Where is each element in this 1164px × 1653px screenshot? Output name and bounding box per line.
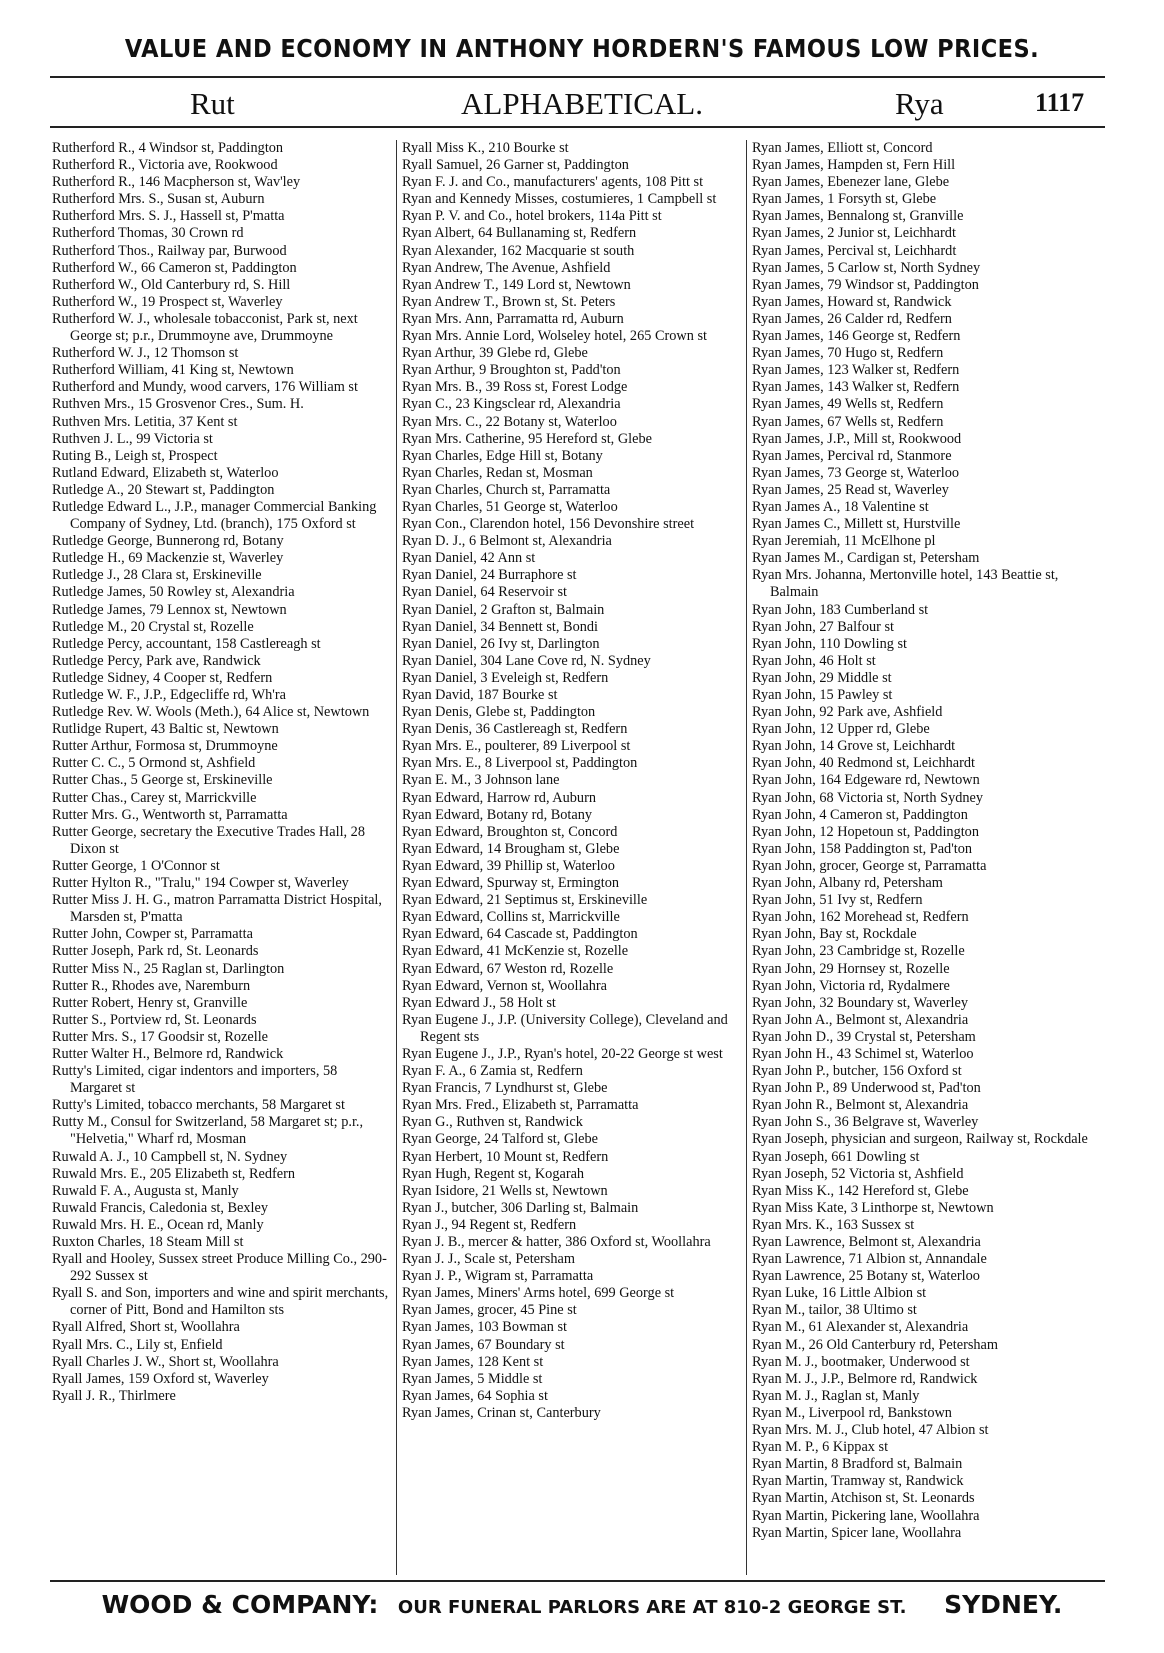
directory-entry: Ryan John, Bay st, Rockdale [752,926,917,943]
directory-entry: Ryan Denis, 36 Castlereagh st, Redfern [402,721,628,738]
directory-entry: Ryan C., 23 Kingsclear rd, Alexandria [402,396,621,413]
directory-entry: Rutherford Mrs. S. J., Hassell st, P'matta [52,208,285,225]
directory-entry: Ryan James, 67 Wells st, Redfern [752,413,944,430]
directory-entry: Ryan John P., butcher, 156 Oxford st [752,1063,962,1080]
directory-entry: Ryan M., 61 Alexander st, Alexandria [752,1319,969,1336]
column-divider [396,140,397,1575]
directory-entry: Ryan John, Victoria rd, Rydalmere [752,977,950,994]
directory-entry: Rutledge Percy, accountant, 158 Castlereagh st [52,635,321,652]
directory-entry: Ryan M. J., bootmaker, Underwood st [752,1353,970,1370]
directory-entry: Ryan Edward, Botany rd, Botany [402,806,593,823]
directory-entry: Ryan Edward, Harrow rd, Auburn [402,789,596,806]
directory-entry: Ryan D. J., 6 Belmont st, Alexandria [402,533,612,550]
directory-entry: Ryan J. P., Wigram st, Parramatta [402,1268,594,1285]
directory-entry: Ryan Joseph, 52 Victoria st, Ashfield [752,1165,964,1182]
directory-entry: Ryan Edward J., 58 Holt st [402,994,556,1011]
directory-entry: Ryan M. J., J.P., Belmore rd, Randwick [752,1370,978,1387]
directory-entry: Ryan James, Elliott st, Concord [752,140,933,156]
directory-entry: Ryan Joseph, physician and surgeon, Railway st, Rockdale [752,1131,1088,1148]
directory-entry: Rutter Chas., Carey st, Marrickville [52,789,257,806]
directory-entry: Ryan Martin, Spicer lane, Woollahra [752,1524,962,1541]
directory-entry: Ryan Eugene J., J.P. (University College), Cleveland and Regent sts [402,1011,728,1045]
directory-entry: Rutty's Limited, tobacco merchants, 58 Margaret st [52,1097,345,1114]
directory-entry: Rutledge Sidney, 4 Cooper st, Redfern [52,669,273,686]
directory-entry: Rutherford W. J., wholesale tobacconist, Park st, next George st; p.r., Drummoyne ave, Drummoyne [52,310,358,345]
directory-entry: Ryan Jeremiah, 11 McElhone pl [752,533,936,550]
directory-entry: Ryan James, 64 Sophia st [402,1387,548,1404]
directory-entry: Rutherford R., 146 Macpherson st, Wav'ley [52,174,301,191]
directory-entry: Ryan John, Albany rd, Petersham [752,875,943,892]
directory-entry: Ryan J., butcher, 306 Darling st, Balmain [402,1199,639,1216]
directory-entry: Ryan Charles, 51 George st, Waterloo [402,498,618,515]
directory-entry: Rutter Walter H., Belmore rd, Randwick [52,1045,284,1062]
directory-entry: Ryan Andrew, The Avenue, Ashfield [402,259,611,276]
banner-rule [50,76,1105,78]
directory-entry: Rutledge Percy, Park ave, Randwick [52,652,261,669]
directory-entry: Ryan Edward, Vernon st, Woollahra [402,977,608,994]
directory-entry: Ryan John, 15 Pawley st [752,687,893,703]
directory-entry: Ryan P. V. and Co., hotel brokers, 114a Pitt st [402,208,662,225]
directory-entry: Ryall Mrs. C., Lily st, Enfield [52,1336,223,1353]
directory-entry: Ryan James, 79 Windsor st, Paddington [752,276,979,293]
directory-entry: Ryan Daniel, 24 Burraphore st [402,567,577,584]
directory-entry: Ryall Alfred, Short st, Woollahra [52,1319,240,1336]
directory-entry: Ryan James, 2 Junior st, Leichhardt [752,225,956,242]
directory-entry: Ryan G., Ruthven st, Randwick [402,1114,583,1131]
directory-entry: Rutledge M., 20 Crystal st, Rozelle [52,618,254,635]
directory-entry: Ryan John P., 89 Underwood st, Pad'ton [752,1080,981,1097]
directory-entry: Ryan Mrs. Fred., Elizabeth st, Parramatta [402,1097,639,1114]
running-head-title: ALPHABETICAL. [461,86,703,121]
directory-entry: Ryan James, Hampden st, Fern Hill [752,157,956,174]
directory-entry: Ryall James, 159 Oxford st, Waverley [52,1370,269,1387]
directory-entry: Ryan Edward, 14 Brougham st, Glebe [402,840,620,857]
directory-entry: Ryan Charles, Edge Hill st, Botany [402,447,603,464]
directory-entry: Rutter Joseph, Park rd, St. Leonards [52,943,259,960]
footer-city: SYDNEY. [944,1590,1063,1619]
directory-entry: Ryan Mrs. B., 39 Ross st, Forest Lodge [402,379,628,396]
directory-entry: Ryan Mrs. Annie Lord, Wolseley hotel, 265 Crown st [402,328,707,345]
directory-entry: Ryall Miss K., 210 Bourke st [402,140,569,156]
directory-entry: Rutledge H., 69 Mackenzie st, Waverley [52,550,284,567]
footer-message: OUR FUNERAL PARLORS ARE AT 810-2 GEORGE ST. [397,1597,907,1618]
directory-entry: Rutledge Rev. W. Wools (Meth.), 64 Alice st, Newtown [52,704,370,721]
directory-entry: Rutty M., Consul for Switzerland, 58 Margaret st; p.r., "Helvetia," Wharf rd, Mosman [52,1114,364,1148]
directory-entry: Ryan Daniel, 3 Eveleigh st, Redfern [402,669,609,686]
directory-entry: Ryan John, 27 Balfour st [752,618,894,635]
directory-entry: Ryan James, 26 Calder rd, Redfern [752,310,952,327]
directory-entry: Ryan James, 146 George st, Redfern [752,328,961,345]
directory-entry: Rutter Miss J. H. G., matron Parramatta District Hospital, Marsden st, P'matta [52,892,382,926]
footer-company: WOOD & COMPANY: [101,1590,379,1619]
directory-entry: Ryan James, J.P., Mill st, Rookwood [752,430,962,447]
directory-entry: Rutter Mrs. G., Wentworth st, Parramatta [52,806,288,823]
directory-entry: Ryan Joseph, 661 Dowling st [752,1148,920,1165]
directory-entry: Ryan James C., Millett st, Hurstville [752,516,961,533]
directory-entry: Ryan James, Crinan st, Canterbury [402,1404,601,1421]
directory-entry: Ryall and Hooley, Sussex street Produce Milling Co., 290-292 Sussex st [52,1251,387,1285]
directory-entry: Rutherford W., 19 Prospect st, Waverley [52,293,283,310]
directory-entry: Ryan Lawrence, 71 Albion st, Annandale [752,1251,987,1268]
directory-entry: Ryan James, 73 George st, Waterloo [752,464,959,481]
directory-entry: Ryan George, 24 Talford st, Glebe [402,1131,599,1148]
directory-entry: Ryan Isidore, 21 Wells st, Newtown [402,1182,608,1199]
directory-entry: Ryan James, 70 Hugo st, Redfern [752,345,944,362]
directory-entry: Ryan John, 92 Park ave, Ashfield [752,704,943,721]
directory-entry: Rutherford William, 41 King st, Newtown [52,362,294,379]
directory-entry: Rutledge George, Bunnerong rd, Botany [52,533,284,550]
directory-entry: Rutter Chas., 5 George st, Erskineville [52,772,273,789]
directory-entry: Ryan and Kennedy Misses, costumieres, 1 Campbell st [402,191,717,208]
directory-entry: Ryan Miss Kate, 3 Linthorpe st, Newtown [752,1199,994,1216]
directory-entry: Ryan James M., Cardigan st, Petersham [752,550,980,567]
directory-entry: Ryan Andrew T., 149 Lord st, Newtown [402,276,631,293]
directory-entry: Ryan F. A., 6 Zamia st, Redfern [402,1063,583,1080]
directory-entry: Ryan Mrs. K., 163 Sussex st [752,1216,915,1233]
directory-entry: Rutledge W. F., J.P., Edgecliffe rd, Wh'ra [52,687,286,703]
directory-entry: Ryan Daniel, 304 Lane Cove rd, N. Sydney [402,652,651,669]
directory-entry: Ryan Con., Clarendon hotel, 156 Devonshire street [402,516,695,533]
directory-entry: Ryan Hugh, Regent st, Kogarah [402,1165,585,1182]
directory-entry: Ryan James, Percival st, Leichhardt [752,242,957,259]
directory-entry: Rutter John, Cowper st, Parramatta [52,926,253,943]
directory-entry: Ryan John, 23 Cambridge st, Rozelle [752,943,965,960]
directory-entry: Ryan M., 26 Old Canterbury rd, Petersham [752,1336,999,1353]
directory-entry: Ryan John, 183 Cumberland st [752,601,929,618]
directory-entry: Ryan James, 1 Forsyth st, Glebe [752,191,937,208]
directory-entry: Ryan Mrs. Johanna, Mertonville hotel, 143 Beattie st, Balmain [752,567,1059,601]
directory-entry: Ryan Mrs. C., 22 Botany st, Waterloo [402,413,617,430]
directory-entry: Ryan James, 67 Boundary st [402,1336,565,1353]
directory-entry: Ryan Luke, 16 Little Albion st [752,1285,927,1302]
directory-entry: Ryan James, 5 Carlow st, North Sydney [752,259,981,276]
directory-entry: Ryan John, 12 Upper rd, Glebe [752,721,930,738]
page-number: 1117 [1035,88,1085,117]
running-head-left: Rut [190,86,235,121]
directory-entry: Ryan Herbert, 10 Mount st, Redfern [402,1148,609,1165]
directory-entry: Ryall Charles J. W., Short st, Woollahra [52,1353,279,1370]
directory-entry: Ryan Lawrence, 25 Botany st, Waterloo [752,1268,980,1285]
directory-entry: Ruwald F. A., Augusta st, Manly [52,1182,239,1199]
directory-entry: Ryan James, Miners' Arms hotel, 699 George st [402,1285,675,1302]
directory-entry: Ryan James, Ebenezer lane, Glebe [752,174,950,191]
directory-entry: Ryan Mrs. E., 8 Liverpool st, Paddington [402,755,638,772]
directory-entry: Ryan John, 40 Redmond st, Leichhardt [752,755,975,772]
directory-entry: Ryan Arthur, 9 Broughton st, Padd'ton [402,362,621,379]
directory-entry: Ryan Charles, Church st, Parramatta [402,481,611,498]
directory-entry: Ryan John, 51 Ivy st, Redfern [752,892,923,909]
directory-entry: Rutter George, secretary the Executive Trades Hall, 28 Dixon st [52,823,365,857]
directory-entry: Ryan James, 5 Middle st [402,1370,543,1387]
directory-entry: Ryan James, Percival rd, Stanmore [752,447,952,464]
directory-entry: Ryan John, 14 Grove st, Leichhardt [752,738,956,755]
directory-entry: Rutherford W., 66 Cameron st, Paddington [52,259,297,276]
directory-entry: Ryan John, 29 Hornsey st, Rozelle [752,960,950,977]
directory-entry: Ryan Daniel, 64 Reservoir st [402,584,568,601]
directory-entry: Ryan James, 123 Walker st, Redfern [752,362,960,379]
directory-entry: Ryan Francis, 7 Lyndhurst st, Glebe [402,1080,608,1097]
directory-entry: Ryan James, 143 Walker st, Redfern [752,379,960,396]
header-rule [50,126,1105,128]
directory-entry: Rutherford Thos., Railway par, Burwood [52,242,287,259]
directory-entry: Rutledge James, 79 Lennox st, Newtown [52,601,287,618]
directory-entry: Ryan Daniel, 2 Grafton st, Balmain [402,601,605,618]
directory-entry: Rutter Arthur, Formosa st, Drummoyne [52,738,278,755]
directory-entry: Rutter Robert, Henry st, Granville [52,994,248,1011]
directory-entry: Ryan Martin, Atchison st, St. Leonards [752,1490,975,1507]
directory-entry: Ryan Andrew T., Brown st, St. Peters [402,293,616,310]
directory-entry: Rutter Mrs. S., 17 Goodsir st, Rozelle [52,1028,269,1045]
directory-entry: Ryan Edward, Spurway st, Ermington [402,875,620,892]
directory-entry: Ryan J. J., Scale st, Petersham [402,1251,575,1268]
directory-entry: Ryan John, grocer, George st, Parramatta [752,857,987,874]
directory-column-3 [752,140,1107,1542]
directory-entry: Rutledge J., 28 Clara st, Erskineville [52,567,262,584]
directory-entry: Ryan Martin, 8 Bradford st, Balmain [752,1456,963,1473]
directory-entry: Ryan David, 187 Bourke st [402,687,558,703]
directory-entry: Rutty's Limited, cigar indentors and importers, 58 Margaret st [52,1063,338,1097]
directory-entry: Rutherford Thomas, 30 Crown rd [52,225,244,242]
directory-entry: Ryan Mrs. Ann, Parramatta rd, Auburn [402,310,624,327]
directory-column-1 [52,140,392,1405]
directory-entry: Ryan Arthur, 39 Glebe rd, Glebe [402,345,588,362]
directory-entry: Ryan John, 164 Edgeware rd, Newtown [752,772,980,789]
directory-entry: Ryan Eugene J., J.P., Ryan's hotel, 20-22 George st west [402,1045,723,1062]
footer-advert [0,1590,1164,1619]
directory-entry: Rutledge James, 50 Rowley st, Alexandria [52,584,295,601]
directory-entry: Rutherford R., Victoria ave, Rookwood [52,157,278,174]
directory-entry: Ruwald Francis, Caledonia st, Bexley [52,1199,269,1216]
directory-entry: Ruting B., Leigh st, Prospect [52,447,218,464]
directory-entry: Ryan Denis, Glebe st, Paddington [402,704,596,721]
directory-entry: Ryan James, Howard st, Randwick [752,293,952,310]
directory-entry: Ryan Edward, 41 McKenzie st, Rozelle [402,943,629,960]
directory-entry: Ryan John, 12 Hopetoun st, Paddington [752,823,979,840]
directory-entry: Ryan John, 158 Paddington st, Pad'ton [752,840,973,857]
directory-entry: Rutherford R., 4 Windsor st, Paddington [52,140,284,156]
directory-entry: Rutter Hylton R., "Tralu," 194 Cowper st, Waverley [52,875,349,892]
directory-entry: Ryan M., Liverpool rd, Bankstown [752,1404,952,1421]
directory-entry: Ryan James, 25 Read st, Waverley [752,481,949,498]
directory-entry: Ryan James, 49 Wells st, Redfern [752,396,944,413]
directory-entry: Ryan E. M., 3 Johnson lane [402,772,560,789]
directory-entry: Ryall Samuel, 26 Garner st, Paddington [402,157,629,174]
directory-entry: Ruthven Mrs., 15 Grosvenor Cres., Sum. H. [52,396,304,413]
directory-entry: Rutter S., Portview rd, St. Leonards [52,1011,257,1028]
directory-entry: Ryall J. R., Thirlmere [52,1387,176,1404]
directory-entry: Ryan James, grocer, 45 Pine st [402,1302,577,1319]
directory-entry: Rutter George, 1 O'Connor st [52,857,220,874]
directory-entry: Ryan John S., 36 Belgrave st, Waverley [752,1114,979,1131]
directory-entry: Ryan John, 4 Cameron st, Paddington [752,806,968,823]
directory-entry: Ryan Albert, 64 Bullanaming st, Redfern [402,225,637,242]
directory-entry: Ryan Edward, 64 Cascade st, Paddington [402,926,638,943]
directory-entry: Ryan Edward, 67 Weston rd, Rozelle [402,960,614,977]
page-banner: VALUE AND ECONOMY IN ANTHONY HORDERN'S FAMOUS LOW PRICES. [124,34,1040,63]
directory-entry: Rutter Miss N., 25 Raglan st, Darlington [52,960,285,977]
directory-entry: Ryan Edward, Broughton st, Concord [402,823,618,840]
directory-entry: Ryan Mrs. Catherine, 95 Hereford st, Glebe [402,430,652,447]
directory-entry: Rutter C. C., 5 Ormond st, Ashfield [52,755,256,772]
directory-entry: Ryan Miss K., 142 Hereford st, Glebe [752,1182,969,1199]
directory-entry: Rutter R., Rhodes ave, Naremburn [52,977,251,994]
footer-rule [50,1580,1105,1582]
directory-entry: Ryan M., tailor, 38 Ultimo st [752,1302,917,1319]
directory-entry: Ryan Daniel, 26 Ivy st, Darlington [402,635,600,652]
directory-entry: Ryan Charles, Redan st, Mosman [402,464,593,481]
directory-entry: Ryan J. B., mercer & hatter, 386 Oxford st, Woollahra [402,1234,711,1250]
directory-entry: Rutherford W. J., 12 Thomson st [52,345,239,362]
directory-entry: Ryan John, 110 Dowling st [752,635,907,652]
directory-entry: Ryan James, 128 Kent st [402,1353,544,1370]
directory-entry: Ruwald A. J., 10 Campbell st, N. Sydney [52,1148,288,1165]
directory-entry: Ryan M. P., 6 Kippax st [752,1439,889,1456]
directory-entry: Ryall S. and Son, importers and wine and spirit merchants, corner of Pitt, Bond and Hamilton sts [52,1285,389,1319]
directory-entry: Ryan John, 32 Boundary st, Waverley [752,994,969,1011]
directory-entry: Rutland Edward, Elizabeth st, Waterloo [52,464,279,481]
directory-entry: Rutledge A., 20 Stewart st, Paddington [52,481,275,498]
directory-entry: Ryan Edward, Collins st, Marrickville [402,909,620,926]
directory-entry: Ryan Lawrence, Belmont st, Alexandria [752,1234,981,1250]
directory-entry: Ryan Daniel, 34 Bennett st, Bondi [402,618,598,635]
directory-entry: Ryan John, 29 Middle st [752,669,892,686]
directory-column-2 [402,140,742,1422]
directory-entry: Ryan James, Bennalong st, Granville [752,208,964,225]
directory-entry: Ryan John H., 43 Schimel st, Waterloo [752,1045,974,1062]
directory-entry: Rutledge Edward L., J.P., manager Commercial Banking Company of Sydney, Ltd. (branch), 175 Oxford st [52,498,377,533]
directory-entry: Ruxton Charles, 18 Steam Mill st [52,1234,244,1250]
directory-entry: Ryan Edward, 39 Phillip st, Waterloo [402,857,615,874]
directory-entry: Ryan James A., 18 Valentine st [752,498,929,515]
directory-entry: Rutherford W., Old Canterbury rd, S. Hill [52,276,291,293]
directory-entry: Ryan Mrs. E., poulterer, 89 Liverpool st [402,738,631,755]
directory-entry: Rutlidge Rupert, 43 Baltic st, Newtown [52,721,279,738]
directory-entry: Ryan J., 94 Regent st, Redfern [402,1216,577,1233]
directory-entry: Ryan Edward, 21 Septimus st, Erskineville [402,892,648,909]
directory-entry: Ruwald Mrs. H. E., Ocean rd, Manly [52,1216,264,1233]
directory-entry: Ryan F. J. and Co., manufacturers' agents, 108 Pitt st [402,174,704,191]
column-divider [746,140,747,1575]
directory-entry: Ruthven J. L., 99 Victoria st [52,430,213,447]
directory-entry: Ryan Alexander, 162 Macquarie st south [402,242,635,259]
directory-entry: Ryan John, 68 Victoria st, North Sydney [752,789,984,806]
directory-entry: Ruwald Mrs. E., 205 Elizabeth st, Redfern [52,1165,295,1182]
directory-entry: Ryan James, 103 Bowman st [402,1319,568,1336]
directory-entry: Ryan M. J., Raglan st, Manly [752,1387,920,1404]
directory-entry: Ryan Martin, Tramway st, Randwick [752,1473,964,1490]
directory-entry: Ryan Mrs. M. J., Club hotel, 47 Albion st [752,1422,989,1439]
directory-entry: Ryan John D., 39 Crystal st, Petersham [752,1028,976,1045]
directory-entry: Rutherford and Mundy, wood carvers, 176 William st [52,379,358,396]
directory-entry: Ryan John A., Belmont st, Alexandria [752,1011,969,1028]
running-head-right: Rya [895,86,944,121]
directory-entry: Ryan Martin, Pickering lane, Woollahra [752,1507,980,1524]
directory-entry: Ryan John R., Belmont st, Alexandria [752,1097,969,1114]
directory-entry: Ryan John, 46 Holt st [752,652,876,669]
directory-entry: Rutherford Mrs. S., Susan st, Auburn [52,191,265,208]
directory-entry: Ryan John, 162 Morehead st, Redfern [752,909,969,926]
directory-entry: Ruthven Mrs. Letitia, 37 Kent st [52,413,238,430]
directory-entry: Ryan Daniel, 42 Ann st [402,550,536,567]
